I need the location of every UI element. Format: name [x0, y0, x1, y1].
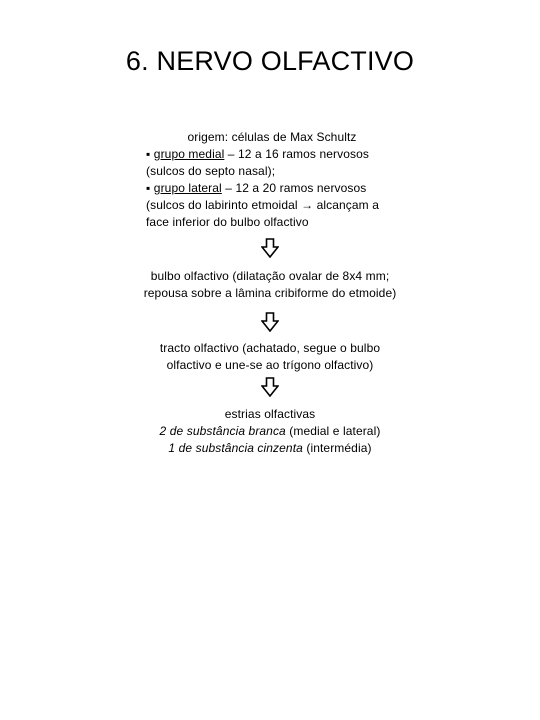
bulb-line-2: repousa sobre a lâmina cribiforme do etmoide) [143, 286, 397, 300]
lateral-group-text: – 12 a 20 ramos nervosos [221, 181, 367, 195]
hollow-down-arrow-icon [261, 377, 279, 397]
medial-group-label: grupo medial [153, 147, 225, 161]
bullet-icon: ▪ [146, 147, 154, 161]
origin-heading: origem: células de Max Schultz [187, 130, 357, 144]
striae-white-line: 2 de substância branca (medial e lateral) [159, 424, 381, 438]
hollow-down-arrow-icon [261, 238, 279, 258]
medial-group-line [146, 146, 406, 163]
hollow-down-arrow-icon [261, 312, 279, 332]
origin-block [146, 129, 406, 231]
lateral-group-continuation: (sulcos do labirinto etmoidal → alcançam a [146, 198, 379, 212]
lateral-group-continuation-2: face inferior do bulbo olfactivo [146, 215, 309, 229]
lateral-group-line [146, 180, 406, 197]
bullet-icon: ▪ [146, 181, 154, 195]
page-title: 6. NERVO OLFACTIVO [125, 46, 415, 76]
medial-group-text: – 12 a 16 ramos nervosos [224, 147, 369, 161]
tract-block [100, 340, 440, 374]
striae-heading: estrias olfactivas [224, 407, 316, 421]
tract-line-2: olfactivo e une-se ao trígono olfactivo) [166, 358, 374, 372]
striae-block [100, 406, 440, 457]
striae-grey-line: 1 de substância cinzenta (intermédia) [168, 441, 372, 455]
right-arrow-icon: → [301, 198, 314, 212]
bulb-line-1: bulbo olfactivo (dilatação ovalar de 8x4 mm; [150, 269, 390, 283]
tract-line-1: tracto olfactivo (achatado, segue o bulbo [159, 341, 381, 355]
medial-group-continuation: (sulcos do septo nasal); [146, 164, 276, 178]
lateral-group-label: grupo lateral [153, 181, 222, 195]
bulb-block [100, 268, 440, 302]
